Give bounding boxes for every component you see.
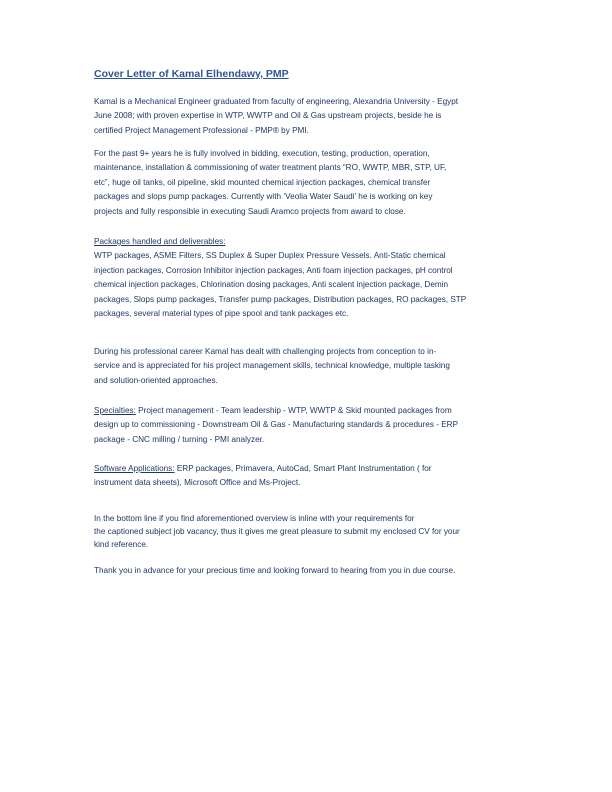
specialties-label: Specialties: — [94, 406, 136, 415]
closing-line: the captioned subject job vacancy, thus it gives me great pleasure to submit my enclosed CV for your — [94, 526, 460, 536]
career-line: service and is appreciated for his project management skills, technical knowledge, multiple tasking — [94, 361, 450, 371]
specialties-line: package - CNC milling / turning - PMI analyzer. — [94, 434, 265, 444]
specialties-section — [94, 404, 524, 447]
software-section — [94, 462, 524, 491]
software-first-line — [94, 462, 524, 476]
career-line: and solution-oriented approaches. — [94, 375, 218, 385]
experience-paragraph — [94, 147, 524, 219]
thanks-paragraph — [94, 564, 524, 578]
software-text: ERP packages, Primavera, AutoCad, Smart Plant Instrumentation ( for — [174, 464, 432, 473]
intro-paragraph — [94, 95, 524, 138]
thanks-line: Thank you in advance for your precious time and looking forward to hearing from you in due course. — [94, 566, 456, 575]
packages-heading: Packages handled and deliverables: — [94, 237, 226, 246]
closing-paragraph — [94, 513, 524, 551]
closing-line: In the bottom line if you find aforementioned overview is inline with your requirements for — [94, 514, 415, 523]
experience-line: packages and slops pump packages. Currently with ‘Veolia Water Saudi’ he is working on key — [94, 192, 433, 202]
specialties-first-line — [94, 404, 524, 418]
packages-line: chemical injection packages, Chlorination dosing packages, Anti scalent injection package, Demin — [94, 280, 449, 290]
experience-line: projects and fully responsible in executing Saudi Aramco projects from award to close. — [94, 206, 406, 216]
packages-line: packages, several material types of pipe spool and tank packages etc. — [94, 309, 349, 319]
specialties-text: Project management - Team leadership - WTP, WWTP & Skid mounted packages from — [135, 406, 452, 415]
intro-line: Kamal is a Mechanical Engineer graduated from faculty of engineering, Alexandria University - Egypt — [94, 97, 459, 106]
career-paragraph — [94, 345, 524, 388]
intro-line: June 2008; with proven expertise in WTP, WWTP and Oil & Gas upstream projects, beside he is — [94, 111, 442, 121]
experience-line: For the past 9+ years he is fully involved in bidding, execution, testing, production, operation, — [94, 149, 430, 158]
career-line: During his professional career Kamal has dealt with challenging projects from conception to in- — [94, 347, 437, 356]
specialties-line: design up to commissioning - Downstream Oil & Gas - Manufacturing standards & procedures - ERP — [94, 420, 459, 430]
software-line: instrument data sheets), Microsoft Office and Ms-Project. — [94, 478, 301, 488]
software-label: Software Applications: — [94, 464, 175, 473]
intro-line: certified Project Management Professional - PMP® by PMI. — [94, 125, 309, 135]
closing-line: kind reference. — [94, 539, 149, 549]
packages-line: packages, Slops pump packages, Transfer pump packages, Distribution packages, RO packages, STP — [94, 294, 467, 304]
packages-line: injection packages, Corrosion Inhibitor injection packages, Anti foam injection packages, pH control — [94, 265, 453, 275]
packages-section — [94, 235, 524, 321]
experience-line: maintenance, installation & commissioning of water treatment plants “RO, WWTP, MBR, STP, UF, — [94, 163, 447, 173]
document-title: Cover Letter of Kamal Elhendawy, PMP — [94, 68, 289, 80]
packages-line: WTP packages, ASME Filters, SS Duplex & Super Duplex Pressure Vessels. Anti-Static chemical — [94, 251, 446, 261]
experience-line: etc”, huge oil tanks, oil pipeline, skid mounted chemical injection packages, chemical transfer — [94, 177, 431, 187]
